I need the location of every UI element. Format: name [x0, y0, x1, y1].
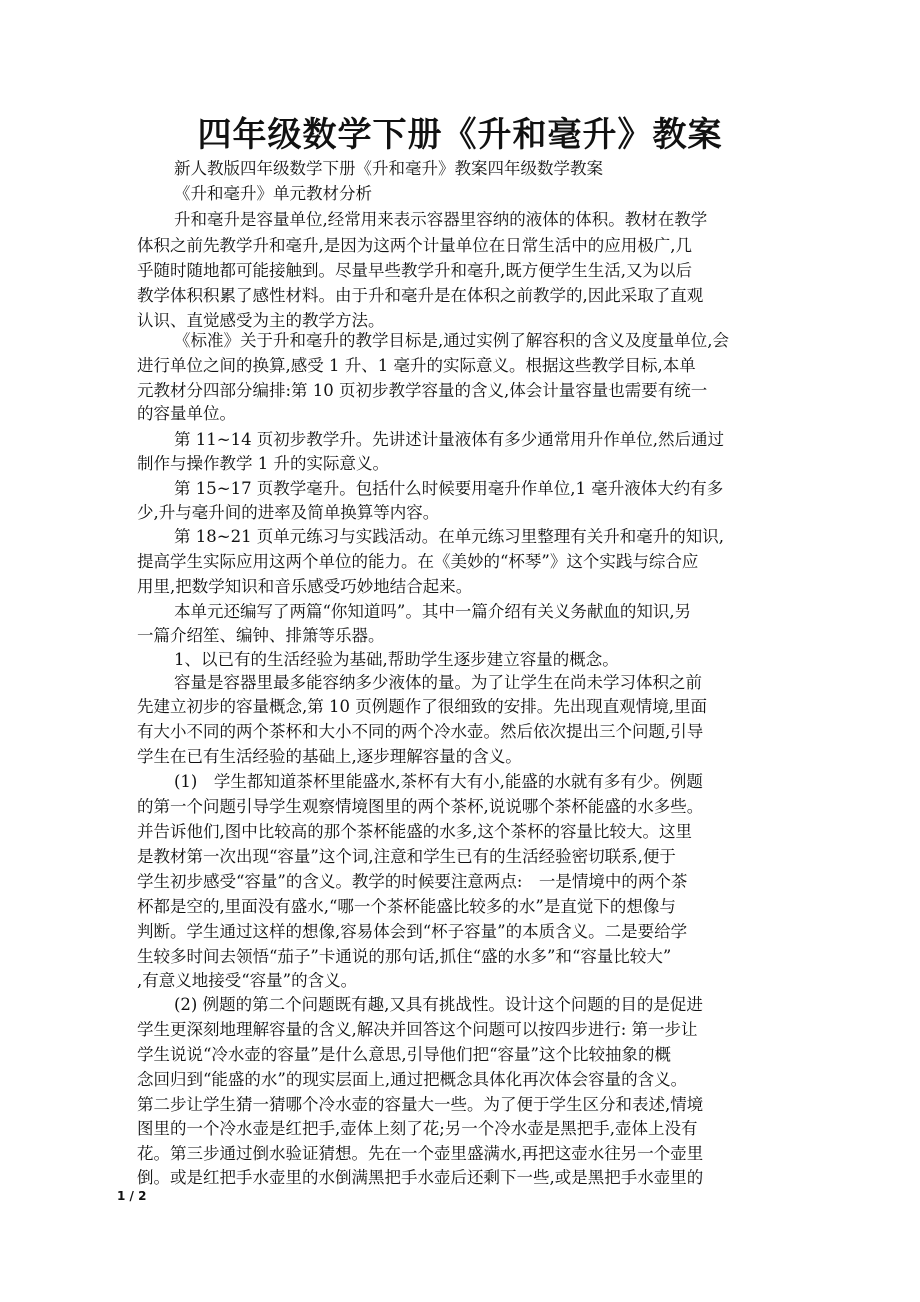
numbered-heading: 1、以已有的生活经验为基础,帮助学生逐步建立容量的概念。: [174, 650, 619, 669]
paragraph-line: 教学体积积累了感性材料。由于升和毫升是在体积之前教学的,因此采取了直观: [137, 286, 704, 305]
paragraph-line: 念回归到“能盛的水”的现实层面上,通过把概念具体化再次体会容量的含义。: [137, 1070, 688, 1089]
paragraph-line: 认识、直觉感受为主的教学方法。: [137, 311, 385, 330]
paragraph-line: 的第一个问题引导学生观察情境图里的两个茶杯,说说哪个茶杯能盛的水多些。: [137, 797, 704, 816]
paragraph-line: 提高学生实际应用这两个单位的能力。在《美妙的“杯琴”》这个实践与综合应: [137, 552, 699, 571]
paragraph-line: 第 11~14 页初步教学升。先讲述计量液体有多少通常用升作单位,然后通过: [174, 430, 725, 449]
paragraph-line: 有大小不同的两个茶杯和大小不同的两个冷水壶。然后依次提出三个问题,引导: [137, 722, 704, 741]
paragraph-line: 杯都是空的,里面没有盛水,“哪一个茶杯能盛比较多的水”是直觉下的想像与: [137, 897, 676, 916]
paragraph-line: 一篇介绍笙、编钟、排箫等乐器。: [137, 626, 385, 645]
paragraph-line: 元教材分四部分编排:第 10 页初步教学容量的含义,体会计量容量也需要有统一: [137, 381, 708, 400]
paragraph-line: 的容量单位。: [137, 404, 236, 423]
paragraph-line: 学生在已有生活经验的基础上,逐步理解容量的含义。: [137, 747, 522, 766]
paragraph-line: 倒。或是红把手水壶里的水倒满黑把手水壶后还剩下一些,或是黑把手水壶里的: [137, 1168, 704, 1187]
paragraph-line: 是教材第一次出现“容量”这个词,注意和学生已有的生活经验密切联系,便于: [137, 847, 676, 866]
paragraph-line: 制作与操作教学 1 升的实际意义。: [137, 454, 389, 473]
paragraph-line: 体积之前先教学升和毫升,是因为这两个计量单位在日常生活中的应用极广,几: [137, 236, 692, 255]
paragraph-line: 用里,把数学知识和音乐感受巧妙地结合起来。: [137, 577, 473, 596]
paragraph-line: 判断。学生通过这样的想像,容易体会到“杯子容量”的本质含义。二是要给学: [137, 922, 688, 941]
paragraph-line: (1) 学生都知道茶杯里能盛水,茶杯有大有小,能盛的水就有多有少。例题: [174, 772, 703, 791]
paragraph-line: 乎随时随地都可能接触到。尽量早些教学升和毫升,既方便学生生活,又为以后: [137, 261, 692, 280]
paragraph-line: 先建立初步的容量概念,第 10 页例题作了很细致的安排。先出现直观情境,里面: [137, 697, 707, 716]
paragraph-line: 学生说说“冷水壶的容量”是什么意思,引导他们把“容量”这个比较抽象的概: [137, 1045, 671, 1064]
subtitle-line: 新人教版四年级数学下册《升和毫升》教案四年级数学教案: [174, 159, 603, 178]
paragraph-line: 花。第三步通过倒水验证猜想。先在一个壶里盛满水,再把这壶水往另一个壶里: [137, 1144, 704, 1163]
section-heading: 《升和毫升》单元教材分析: [174, 184, 372, 203]
paragraph-line: 《标准》关于升和毫升的教学目标是,通过实例了解容积的含义及度量单位,会: [174, 331, 729, 350]
paragraph-line: 生较多时间去领悟“茄子”卡通说的那句话,抓住“盛的水多”和“容量比较大”: [137, 947, 672, 966]
paragraph-line: 第 18~21 页单元练习与实践活动。在单元练习里整理有关升和毫升的知识,: [174, 527, 725, 546]
paragraph-line: (2) 例题的第二个问题既有趣,又具有挑战性。设计这个问题的目的是促进: [174, 995, 703, 1014]
document-title: 四年级数学下册《升和毫升》教案: [197, 115, 723, 155]
paragraph-line: 第 15~17 页教学毫升。包括什么时候要用毫升作单位,1 毫升液体大约有多: [174, 479, 724, 498]
paragraph-line: 学生更深刻地理解容量的含义,解决并回答这个问题可以按四步进行: 第一步让: [137, 1020, 698, 1039]
paragraph-line: 少,升与毫升间的进率及简单换算等内容。: [137, 503, 440, 522]
paragraph-line: 进行单位之间的换算,感受 1 升、1 毫升的实际意义。根据这些教学目标,本单: [137, 356, 696, 375]
paragraph-line: 图里的一个冷水壶是红把手,壶体上刻了花;另一个冷水壶是黑把手,壶体上没有: [137, 1119, 698, 1138]
paragraph-line: 容量是容器里最多能容纳多少液体的量。为了让学生在尚未学习体积之前: [174, 673, 702, 692]
page-number: 1 / 2: [117, 1189, 147, 1203]
paragraph-line: 本单元还编写了两篇“你知道吗”。其中一篇介绍有关义务献血的知识,另: [174, 602, 692, 621]
paragraph-line: ,有意义地接受“容量”的含义。: [137, 971, 358, 990]
paragraph-line: 并告诉他们,图中比较高的那个茶杯能盛的水多,这个茶杯的容量比较大。这里: [137, 822, 692, 841]
paragraph-line: 学生初步感受“容量”的含义。教学的时候要注意两点: 一是情境中的两个茶: [137, 872, 688, 891]
paragraph-line: 升和毫升是容量单位,经常用来表示容器里容纳的液体的体积。教材在教学: [174, 210, 708, 229]
paragraph-line: 第二步让学生猜一猜哪个冷水壶的容量大一些。为了便于学生区分和表述,情境: [137, 1095, 704, 1114]
